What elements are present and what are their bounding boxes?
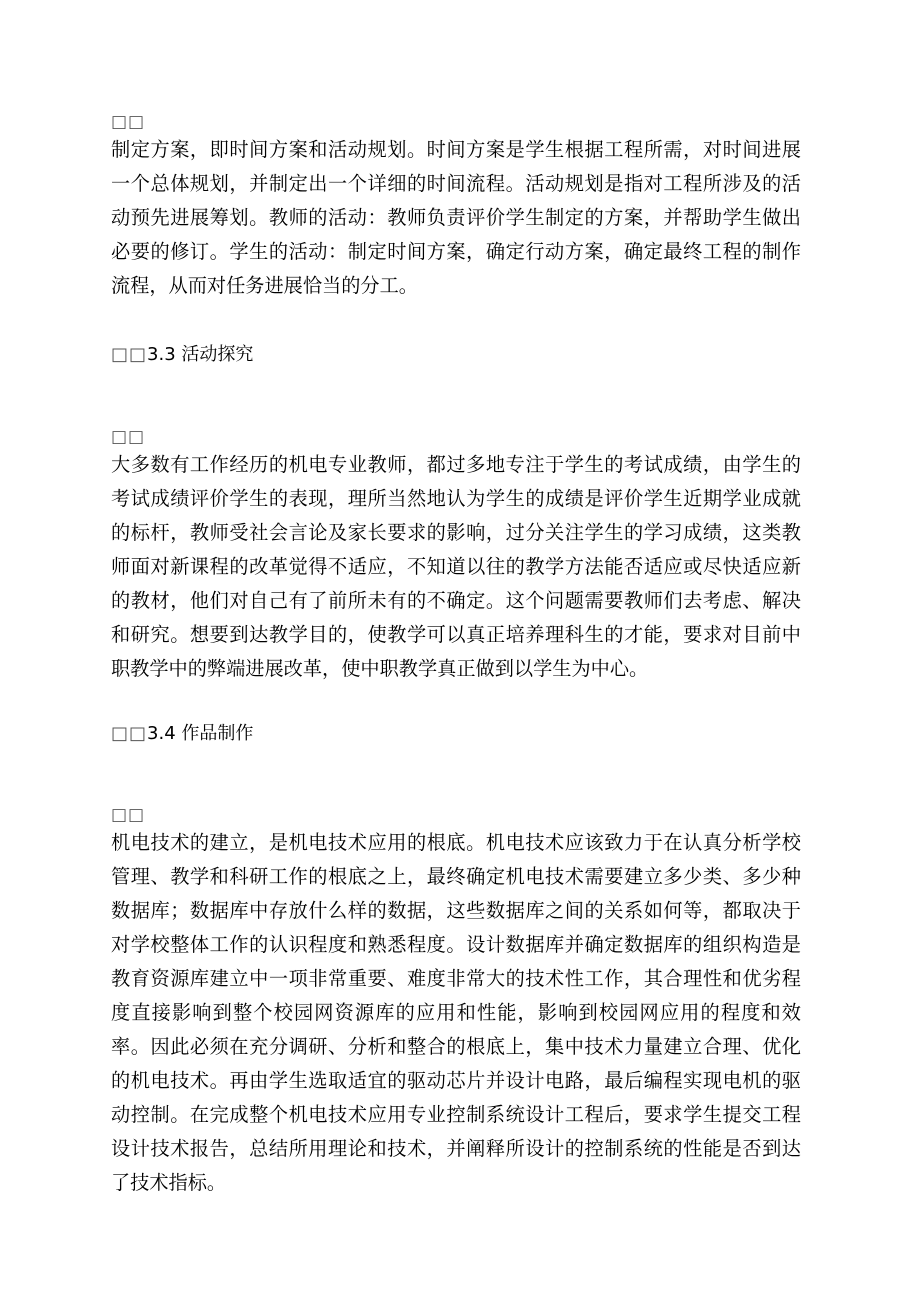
paragraph-plan: 制定方案，即时间方案和活动规划。时间方案是学生根据工程所需，对时间进展一个总体规划，并制定出一个详细的时间流程。活动规划是指对工程所涉及的活动预先进展筹划。教师的活动：教师负责评价学生制定的方案，并帮助学生做出必要的修订。学生的活动：制定时间方案，确定行动方案，确定最终工程的制作流程，从而对任务进展恰当的分工。 bbox=[111, 138, 801, 297]
paragraph-marker: □□ bbox=[111, 427, 146, 447]
section-heading-3-3 bbox=[111, 341, 253, 369]
section-heading-3-4 bbox=[111, 720, 253, 748]
heading-text: 3.3 活动探究 bbox=[147, 344, 254, 365]
paragraph-marker: □□ bbox=[111, 805, 146, 825]
paragraph-work-production: 机电技术的建立，是机电技术应用的根底。机电技术应该致力于在认真分析学校管理、教学和科研工作的根底之上，最终确定机电技术需要建立多少类、多少种数据库；数据库中存放什么样的数据，这些数据库之间的关系如何等，都取决于对学校整体工作的认识程度和熟悉程度。设计数据库并确定数据库的组织构造是教育资源库建立中一项非常重要、难度非常大的技术性工作，其合理性和优劣程度直接影响到整个校园网资源库的应用和性能，影响到校园网应用的程度和效率。因此必须在充分调研、分析和整合的根底上，集中技术力量建立合理、优化的机电技术。再由学生选取适宜的驱动芯片并设计电路，最后编程实现电机的驱动控制。在完成整个机电技术应用专业控制系统设计工程后，要求学生提交工程设计技术报告，总结所用理论和技术，并阐释所设计的控制系统的性能是否到达了技术指标。 bbox=[111, 831, 801, 1194]
paragraph-activity-exploration: 大多数有工作经历的机电专业教师，都过多地专注于学生的考试成绩，由学生的考试成绩评价学生的表现，理所当然地认为学生的成绩是评价学生近期学业成就的标杆，教师受社会言论及家长要求的影响，过分关注学生的学习成绩，这类教师面对新课程的改革觉得不适应，不知道以往的教学方法能否适应或尽快适应新的教材，他们对自己有了前所未有的不确定。这个问题需要教师们去考虑、解决和研究。想要到达教学目的，使教学可以真正培养理科生的才能，要求对目前中职教学中的弊端进展改革，使中职教学真正做到以学生为中心。 bbox=[111, 453, 801, 680]
paragraph-marker: □□ bbox=[111, 112, 146, 132]
heading-text: 3.4 作品制作 bbox=[147, 723, 254, 744]
heading-marker: □□ bbox=[111, 723, 148, 744]
heading-marker: □□ bbox=[111, 344, 148, 365]
